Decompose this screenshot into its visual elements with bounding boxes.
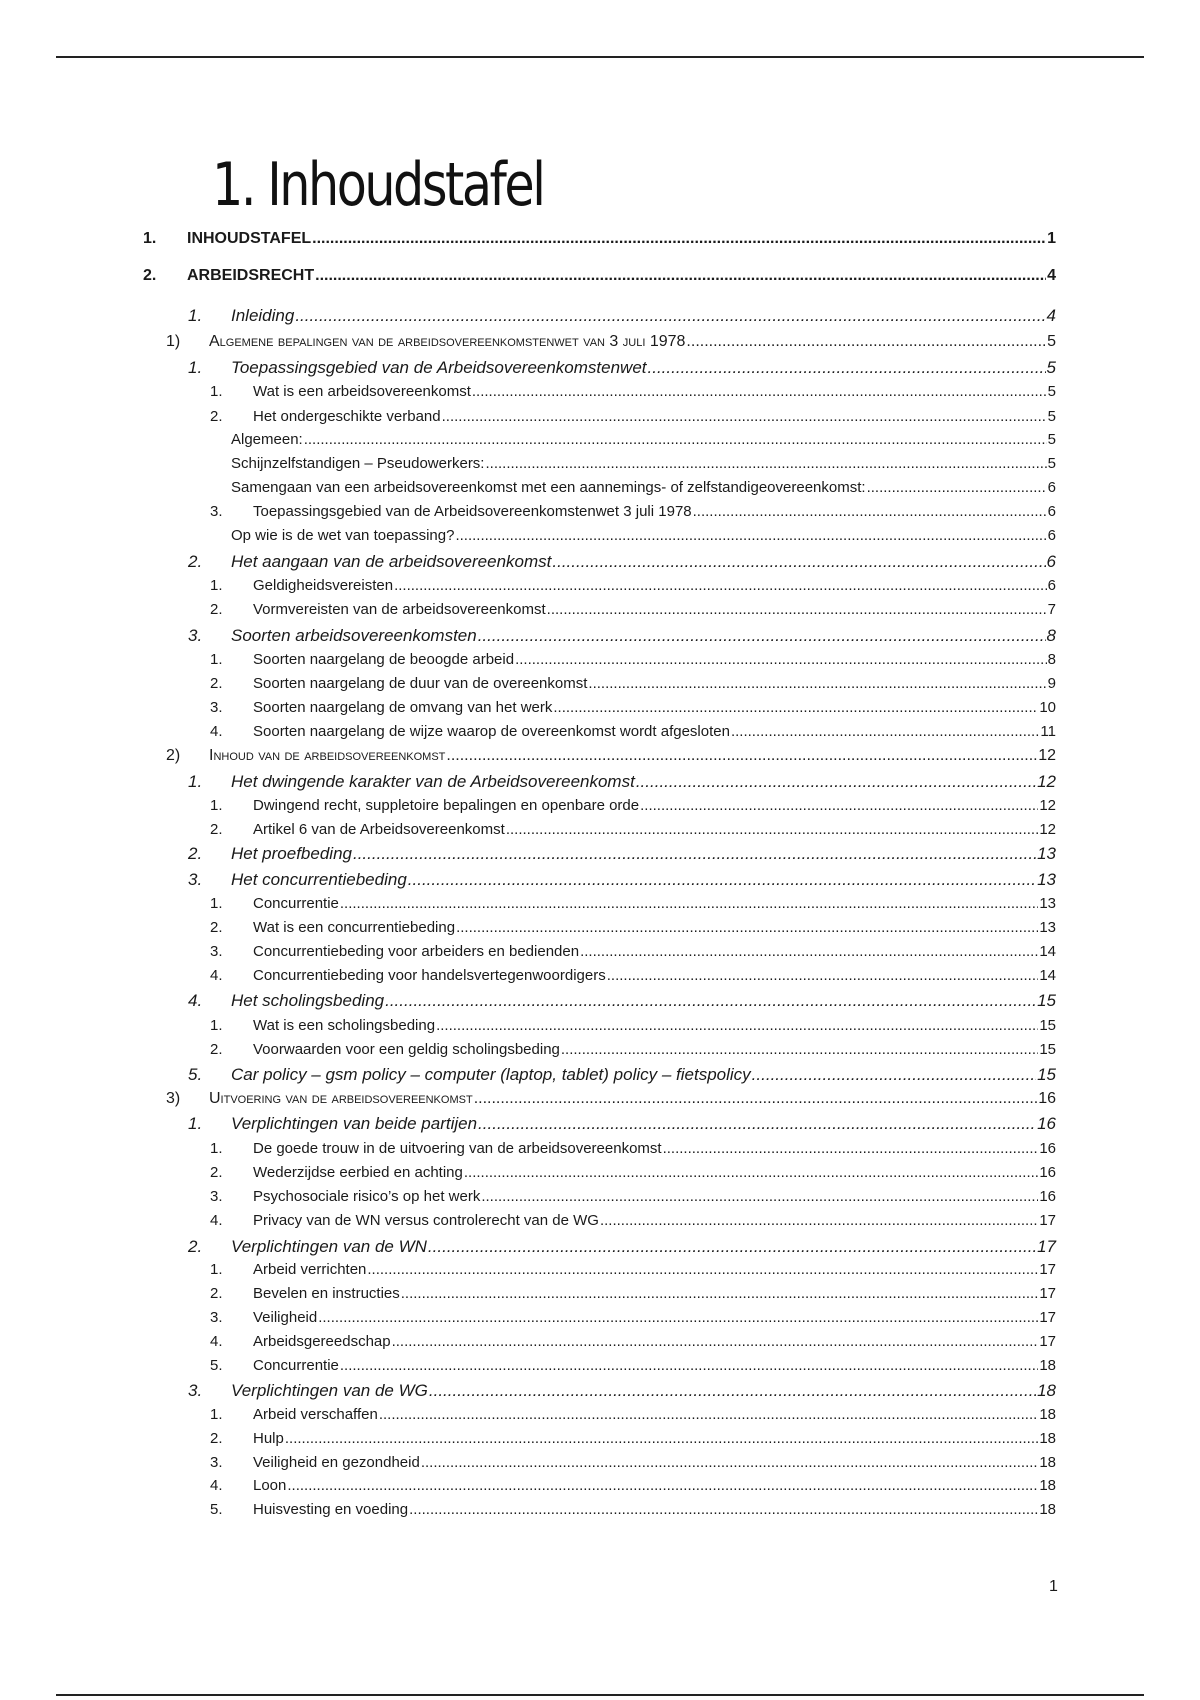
- toc-dot-leader: [379, 1406, 1039, 1423]
- toc-entry-number: 2): [166, 747, 181, 764]
- toc-entry[interactable]: [0, 919, 1200, 936]
- toc-entry-label: Toepassingsgebied van de Arbeidsovereenkomstenwet 3 juli 1978: [253, 503, 692, 520]
- toc-entry-page: 13: [1037, 844, 1056, 863]
- toc-entry-number: 2.: [210, 1164, 223, 1181]
- toc-dot-leader: [421, 1454, 1039, 1471]
- toc-dot-leader: [731, 723, 1039, 740]
- toc-entry-number: 3.: [210, 503, 223, 520]
- toc-entry-label: Concurrentiebeding voor arbeiders en bedienden: [253, 943, 580, 960]
- toc-entry-number: 1.: [210, 797, 223, 814]
- toc-entry-label: ARBEIDSRECHT: [187, 267, 315, 284]
- toc-dot-leader: [446, 747, 1037, 765]
- toc-entry-page: 5: [1047, 455, 1056, 472]
- toc-entry[interactable]: [0, 306, 1200, 326]
- toc-dot-leader: [392, 1333, 1039, 1350]
- toc-entry-page: 8: [1046, 626, 1056, 645]
- toc-entry-label: Verplichtingen van beide partijen: [231, 1114, 478, 1133]
- page-number: 1: [1049, 1578, 1058, 1595]
- toc-entry-number: 1.: [188, 1114, 203, 1133]
- toc-entry[interactable]: [0, 527, 1200, 544]
- toc-dot-leader: [752, 1065, 1036, 1085]
- toc-entry[interactable]: [0, 1285, 1200, 1302]
- toc-dot-leader: [515, 651, 1047, 668]
- toc-entry-label: Het scholingsbeding: [231, 991, 385, 1010]
- toc-entry-page: 4: [1047, 267, 1056, 284]
- toc-entry-page: 13: [1039, 895, 1056, 912]
- toc-entry-label: Algemene bepalingen van de arbeidsovereenkomstenwet van 3 juli 1978: [209, 333, 686, 350]
- toc-entry-page: 17: [1039, 1285, 1056, 1302]
- toc-entry[interactable]: [0, 1430, 1200, 1447]
- toc-entry-label: Samengaan van een arbeidsovereenkomst met een aannemings- of zelfstandigeovereenkomst:: [231, 479, 866, 496]
- toc-entry[interactable]: [0, 230, 1200, 248]
- toc-entry-page: 5: [1046, 358, 1056, 377]
- toc-entry-label: Arbeid verrichten: [253, 1261, 367, 1278]
- toc-dot-leader: [408, 870, 1036, 890]
- toc-entry[interactable]: [0, 651, 1200, 668]
- toc-entry-number: 4.: [188, 991, 203, 1010]
- toc-dot-leader: [409, 1501, 1038, 1518]
- toc-entry-label: Privacy van de WN versus controlerecht van de WG: [253, 1212, 599, 1229]
- toc-dot-leader: [385, 991, 1036, 1011]
- toc-entry-number: 2.: [210, 821, 223, 838]
- toc-entry-number: 1.: [210, 1406, 223, 1423]
- toc-entry-label: Algemeen:: [231, 431, 303, 448]
- toc-entry-label: Hulp: [253, 1430, 284, 1447]
- toc-entry[interactable]: [0, 267, 1200, 285]
- toc-dot-leader: [304, 431, 1047, 448]
- toc-entry-label: Wat is een scholingsbeding: [253, 1017, 436, 1034]
- toc-entry[interactable]: [0, 1212, 1200, 1229]
- toc-entry-page: 13: [1037, 870, 1056, 889]
- toc-entry-label: Concurrentie: [253, 1357, 339, 1374]
- toc-entry-number: 1.: [210, 1140, 223, 1157]
- toc-dot-leader: [648, 358, 1046, 378]
- toc-entry[interactable]: [0, 1477, 1200, 1494]
- toc-dot-leader: [401, 1285, 1039, 1302]
- toc-entry-number: 3.: [188, 1381, 203, 1400]
- toc-entry-label: Loon: [253, 1477, 287, 1494]
- toc-entry-page: 9: [1047, 675, 1056, 692]
- toc-dot-leader: [474, 1090, 1038, 1108]
- toc-dot-leader: [693, 503, 1047, 520]
- toc-entry-label: Voorwaarden voor een geldig scholingsbeding: [253, 1041, 560, 1058]
- toc-dot-leader: [318, 1309, 1038, 1326]
- toc-entry-number: 1.: [210, 1017, 223, 1034]
- toc-dot-leader: [367, 1261, 1038, 1278]
- toc-entry-page: 18: [1039, 1406, 1056, 1423]
- toc-dot-leader: [428, 1237, 1036, 1257]
- toc-dot-leader: [506, 821, 1039, 838]
- toc-dot-leader: [436, 1017, 1038, 1034]
- toc-entry-label: Veiligheid: [253, 1309, 318, 1326]
- toc-entry[interactable]: [0, 333, 1200, 351]
- toc-entry-label: INHOUDSTAFEL: [187, 230, 312, 247]
- toc-entry-label: Concurrentiebeding voor handelsvertegenwoordigers: [253, 967, 606, 984]
- toc-entry[interactable]: [0, 358, 1200, 378]
- toc-entry[interactable]: [0, 844, 1200, 864]
- toc-dot-leader: [478, 626, 1046, 646]
- toc-entry-label: Bevelen en instructies: [253, 1285, 400, 1302]
- toc-entry-page: 15: [1039, 1017, 1056, 1034]
- toc-entry-label: Inhoud van de arbeidsovereenkomst: [209, 747, 446, 764]
- toc-entry[interactable]: [0, 797, 1200, 814]
- toc-entry-label: Toepassingsgebied van de Arbeidsovereenkomstenwet: [231, 358, 647, 377]
- toc-entry[interactable]: [0, 408, 1200, 425]
- toc-entry[interactable]: [0, 870, 1200, 890]
- toc-entry-page: 16: [1039, 1164, 1056, 1181]
- toc-entry-number: 1.: [210, 577, 223, 594]
- toc-dot-leader: [481, 1188, 1038, 1205]
- toc-entry-number: 2.: [210, 1041, 223, 1058]
- toc-entry-number: 1.: [210, 895, 223, 912]
- toc-entry-number: 3.: [188, 870, 203, 889]
- toc-entry-label: Psychosociale risico’s op het werk: [253, 1188, 481, 1205]
- toc-entry[interactable]: [0, 1357, 1200, 1374]
- toc-entry-page: 6: [1047, 479, 1056, 496]
- toc-entry-page: 12: [1039, 797, 1056, 814]
- footer-rule: [56, 1694, 1144, 1696]
- toc-entry-label: Inleiding: [231, 306, 295, 325]
- toc-entry-number: 2.: [143, 267, 157, 284]
- toc-entry[interactable]: [0, 1041, 1200, 1058]
- toc-entry[interactable]: [0, 503, 1200, 520]
- toc-entry-page: 7: [1047, 601, 1056, 618]
- toc-dot-leader: [472, 383, 1047, 400]
- toc-entry-number: 4.: [210, 1477, 223, 1494]
- toc-entry-page: 18: [1039, 1501, 1056, 1518]
- toc-entry-number: 3.: [210, 943, 223, 960]
- toc-entry[interactable]: [0, 601, 1200, 618]
- toc-entry-number: 2.: [210, 675, 223, 692]
- toc-dot-leader: [607, 967, 1039, 984]
- toc-dot-leader: [442, 408, 1047, 425]
- toc-entry[interactable]: [0, 1406, 1200, 1423]
- toc-entry[interactable]: [0, 383, 1200, 400]
- toc-entry-page: 18: [1039, 1430, 1056, 1447]
- toc-entry-number: 1.: [188, 358, 203, 377]
- toc-entry[interactable]: [0, 772, 1200, 792]
- toc-entry-number: 2.: [210, 919, 223, 936]
- toc-entry-page: 5: [1047, 408, 1056, 425]
- toc-entry-number: 1.: [188, 772, 203, 791]
- toc-entry-label: Geldigheidsvereisten: [253, 577, 394, 594]
- toc-entry-label: Het proefbeding: [231, 844, 352, 863]
- toc-entry-page: 12: [1037, 772, 1056, 791]
- toc-entry-page: 18: [1039, 1357, 1056, 1374]
- toc-entry-number: 2.: [188, 1237, 203, 1256]
- toc-entry-page: 16: [1039, 1140, 1056, 1157]
- toc-entry-number: 2.: [210, 601, 223, 618]
- toc-entry-page: 5: [1047, 383, 1056, 400]
- toc-entry[interactable]: [0, 991, 1200, 1011]
- toc-dot-leader: [394, 577, 1047, 594]
- toc-entry-page: 17: [1039, 1333, 1056, 1350]
- toc-entry-number: 1.: [210, 1261, 223, 1278]
- toc-entry-label: Wat is een arbeidsovereenkomst: [253, 383, 471, 400]
- toc-entry-number: 4.: [210, 1333, 223, 1350]
- toc-entry-label: Soorten naargelang de duur van de overeenkomst: [253, 675, 588, 692]
- toc-entry-label: Dwingend recht, suppletoire bepalingen en openbare orde: [253, 797, 640, 814]
- toc-entry-label: Artikel 6 van de Arbeidsovereenkomst: [253, 821, 505, 838]
- toc-entry-page: 12: [1038, 747, 1056, 764]
- toc-entry[interactable]: [0, 1261, 1200, 1278]
- toc-entry-number: 4.: [210, 967, 223, 984]
- toc-entry-page: 12: [1039, 821, 1056, 838]
- toc-dot-leader: [547, 601, 1047, 618]
- toc-entry[interactable]: [0, 1114, 1200, 1134]
- toc-entry[interactable]: [0, 895, 1200, 912]
- toc-entry-number: 5.: [188, 1065, 203, 1084]
- toc-entry-label: Verplichtingen van de WN: [231, 1237, 427, 1256]
- toc-entry-number: 3.: [210, 1188, 223, 1205]
- toc-entry-page: 16: [1037, 1114, 1056, 1133]
- toc-dot-leader: [455, 527, 1046, 544]
- toc-dot-leader: [315, 267, 1046, 285]
- toc-entry-number: 1.: [210, 383, 223, 400]
- toc-entry-label: Soorten naargelang de wijze waarop de overeenkomst wordt afgesloten: [253, 723, 730, 740]
- toc-entry-page: 17: [1039, 1309, 1056, 1326]
- toc-entry-label: Concurrentie: [253, 895, 339, 912]
- toc-entry-number: 1.: [143, 230, 157, 247]
- toc-entry-page: 15: [1037, 991, 1056, 1010]
- toc-dot-leader: [478, 1114, 1036, 1134]
- toc-entry-page: 11: [1040, 723, 1056, 740]
- toc-dot-leader: [553, 699, 1038, 716]
- toc-entry[interactable]: [0, 1237, 1200, 1257]
- toc-dot-leader: [456, 919, 1038, 936]
- toc-entry-label: Soorten naargelang de omvang van het werk: [253, 699, 553, 716]
- toc-dot-leader: [287, 1477, 1038, 1494]
- toc-entry[interactable]: [0, 1501, 1200, 1518]
- toc-dot-leader: [353, 844, 1036, 864]
- toc-entry-page: 5: [1047, 333, 1056, 350]
- toc-entry-page: 15: [1039, 1041, 1056, 1058]
- header-rule: [56, 56, 1144, 58]
- toc-entry-page: 6: [1047, 527, 1056, 544]
- toc-entry-page: 18: [1039, 1454, 1056, 1471]
- toc-entry-page: 18: [1037, 1381, 1056, 1400]
- toc-entry[interactable]: [0, 1090, 1200, 1108]
- toc-entry[interactable]: [0, 455, 1200, 472]
- toc-entry[interactable]: [0, 1017, 1200, 1034]
- toc-dot-leader: [686, 333, 1046, 351]
- toc-entry-page: 15: [1037, 1065, 1056, 1084]
- toc-entry-label: Het dwingende karakter van de Arbeidsovereenkomst: [231, 772, 635, 791]
- toc-entry-label: Veiligheid en gezondheid: [253, 1454, 420, 1471]
- toc-entry-page: 6: [1047, 503, 1056, 520]
- toc-entry[interactable]: [0, 723, 1200, 740]
- toc-entry-label: Schijnzelfstandigen – Pseudowerkers:: [231, 455, 485, 472]
- toc-entry-label: Huisvesting en voeding: [253, 1501, 409, 1518]
- toc-entry-page: 18: [1039, 1477, 1056, 1494]
- toc-entry-page: 5: [1047, 431, 1056, 448]
- toc-entry-number: 2.: [210, 1285, 223, 1302]
- toc-entry-label: Wat is een concurrentiebeding: [253, 919, 456, 936]
- toc-entry[interactable]: [0, 675, 1200, 692]
- toc-entry-label: Arbeidsgereedschap: [253, 1333, 391, 1350]
- toc-dot-leader: [867, 479, 1047, 496]
- toc-entry-label: Soorten naargelang de beoogde arbeid: [253, 651, 515, 668]
- toc-entry-label: Car policy – gsm policy – computer (laptop, tablet) policy – fietspolicy: [231, 1065, 751, 1084]
- toc-entry[interactable]: [0, 1309, 1200, 1326]
- toc-entry[interactable]: [0, 1140, 1200, 1157]
- toc-entry[interactable]: [0, 1065, 1200, 1085]
- toc-dot-leader: [429, 1381, 1036, 1401]
- toc-entry-page: 16: [1039, 1188, 1056, 1205]
- toc-entry-number: 3.: [210, 699, 223, 716]
- toc-dot-leader: [285, 1430, 1038, 1447]
- toc-dot-leader: [340, 895, 1038, 912]
- toc-entry-page: 10: [1039, 699, 1056, 716]
- toc-entry-number: 2.: [210, 408, 223, 425]
- toc-entry-page: 17: [1039, 1261, 1056, 1278]
- toc-entry-number: 1): [166, 333, 181, 350]
- toc-dot-leader: [640, 797, 1038, 814]
- toc-entry-label: Vormvereisten van de arbeidsovereenkomst: [253, 601, 546, 618]
- toc-entry-number: 2.: [188, 552, 203, 571]
- toc-entry[interactable]: [0, 431, 1200, 448]
- toc-dot-leader: [295, 306, 1045, 326]
- toc-entry[interactable]: [0, 967, 1200, 984]
- toc-entry-number: 3.: [210, 1454, 223, 1471]
- toc-entry-page: 6: [1047, 577, 1056, 594]
- toc-entry[interactable]: [0, 747, 1200, 765]
- toc-entry[interactable]: [0, 626, 1200, 646]
- toc-entry-label: Uitvoering van de arbeidsovereenkomst: [209, 1090, 473, 1107]
- toc-entry-page: 13: [1039, 919, 1056, 936]
- toc-entry[interactable]: [0, 821, 1200, 838]
- toc-entry-label: Het ondergeschikte verband: [253, 408, 441, 425]
- toc-dot-leader: [464, 1164, 1038, 1181]
- toc-entry-page: 17: [1039, 1212, 1056, 1229]
- toc-dot-leader: [580, 943, 1038, 960]
- toc-dot-leader: [588, 675, 1046, 692]
- toc-entry-page: 14: [1039, 967, 1056, 984]
- toc-entry-label: Arbeid verschaffen: [253, 1406, 378, 1423]
- toc-entry-label: Het aangaan van de arbeidsovereenkomst: [231, 552, 552, 571]
- toc-entry-number: 2.: [188, 844, 203, 863]
- toc-entry[interactable]: [0, 1164, 1200, 1181]
- toc-dot-leader: [663, 1140, 1039, 1157]
- toc-entry[interactable]: [0, 1188, 1200, 1205]
- toc-entry[interactable]: [0, 699, 1200, 716]
- toc-entry-number: 5.: [210, 1357, 223, 1374]
- toc-entry[interactable]: [0, 479, 1200, 496]
- toc-dot-leader: [561, 1041, 1038, 1058]
- toc-entry-page: 14: [1039, 943, 1056, 960]
- toc-entry-number: 4.: [210, 1212, 223, 1229]
- toc-entry-number: 1.: [188, 306, 203, 325]
- toc-entry-page: 16: [1038, 1090, 1056, 1107]
- toc-entry-page: 6: [1046, 552, 1056, 571]
- toc-entry-page: 8: [1047, 651, 1056, 668]
- toc-entry-number: 3.: [210, 1309, 223, 1326]
- toc-dot-leader: [340, 1357, 1038, 1374]
- toc-entry[interactable]: [0, 577, 1200, 594]
- toc-entry-label: Op wie is de wet van toepassing?: [231, 527, 455, 544]
- toc-entry-number: 4.: [210, 723, 223, 740]
- toc-entry[interactable]: [0, 552, 1200, 572]
- toc-entry-label: Het concurrentiebeding: [231, 870, 407, 889]
- toc-entry-number: 3.: [188, 626, 203, 645]
- toc-entry-label: Verplichtingen van de WG: [231, 1381, 428, 1400]
- toc-entry[interactable]: [0, 943, 1200, 960]
- toc-dot-leader: [312, 230, 1046, 248]
- toc-entry-page: 17: [1037, 1237, 1056, 1256]
- toc-entry-page: 4: [1046, 306, 1056, 325]
- toc-entry-number: 5.: [210, 1501, 223, 1518]
- toc-dot-leader: [485, 455, 1046, 472]
- toc-dot-leader: [552, 552, 1045, 572]
- toc-entry-label: Wederzijdse eerbied en achting: [253, 1164, 463, 1181]
- toc-entry-label: Soorten arbeidsovereenkomsten: [231, 626, 477, 645]
- page-title: 1. Inhoudstafel: [212, 150, 544, 220]
- toc-entry-number: 3): [166, 1090, 181, 1107]
- toc-entry[interactable]: [0, 1454, 1200, 1471]
- toc-entry-label: De goede trouw in de uitvoering van de arbeidsovereenkomst: [253, 1140, 662, 1157]
- toc-entry[interactable]: [0, 1381, 1200, 1401]
- toc-entry-number: 1.: [210, 651, 223, 668]
- toc-entry-page: 1: [1047, 230, 1056, 247]
- toc-entry-number: 2.: [210, 1430, 223, 1447]
- toc-dot-leader: [600, 1212, 1038, 1229]
- toc-dot-leader: [636, 772, 1036, 792]
- toc-entry[interactable]: [0, 1333, 1200, 1350]
